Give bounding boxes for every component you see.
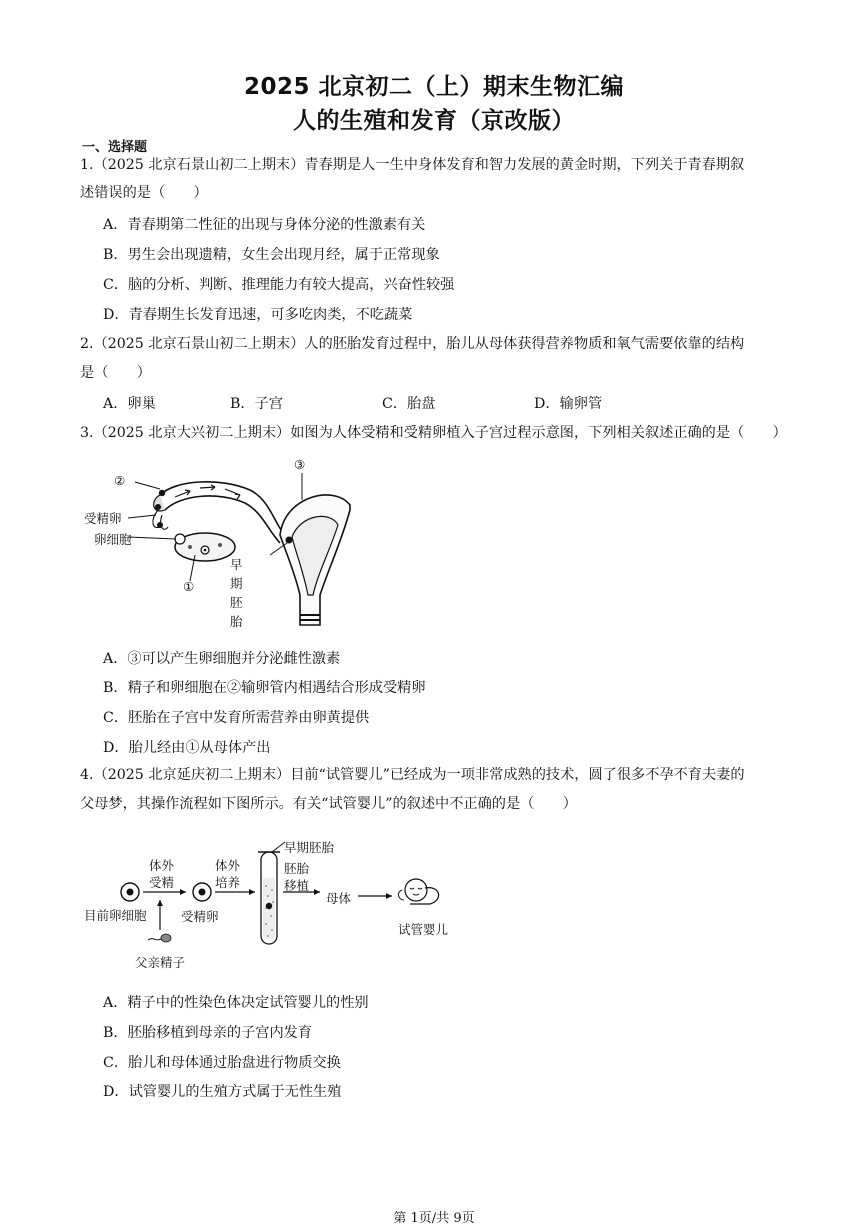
- q4-option-c[interactable]: C．胎儿和母体通过胎盘进行物质交换: [103, 1055, 341, 1071]
- q4-father-sperm: 父亲精子: [135, 955, 186, 970]
- page-title: 2025 北京初二（上）期末生物汇编: [243, 74, 625, 100]
- q2-stem-line2: 是（ ）: [80, 365, 151, 381]
- q1-option-a[interactable]: A．青春期第二性征的出现与身体分泌的性激素有关: [103, 217, 426, 233]
- q3-option-d[interactable]: D．胎儿经由①从母体产出: [103, 740, 271, 756]
- q1-stem-line2: 述错误的是（ ）: [80, 185, 208, 201]
- page-subtitle: 人的生殖和发育（京改版）: [293, 108, 575, 134]
- q3-figure-uterus: [80, 455, 360, 635]
- q4-option-b[interactable]: B．胚胎移植到母亲的子宫内发育: [103, 1025, 313, 1041]
- page-number: 第 1页/共 9页: [393, 1211, 475, 1226]
- q4-figure-ivf-flow: [80, 830, 480, 975]
- q3-label-egg: 卵细胞: [94, 532, 132, 547]
- q3-label-1: ①: [183, 579, 195, 594]
- q3-label-embryo-4: 胎: [230, 614, 243, 629]
- q1-stem-line1: 1.（2025 北京石景山初二上期末）青春期是人一生中身体发育和智力发展的黄金时期，下列关于青春期叙: [80, 157, 745, 173]
- q4-stem-line2: 父母梦，其操作流程如下图所示。有关“试管婴儿”的叙述中不正确的是（ ）: [80, 796, 577, 812]
- q1-option-d[interactable]: D．青春期生长发育迅速，可多吃肉类，不吃蔬菜: [103, 307, 413, 323]
- q3-option-a[interactable]: A．③可以产生卵细胞并分泌雌性激素: [103, 651, 341, 667]
- q4-step2-line1: 体外: [215, 858, 241, 873]
- q3-label-embryo-2: 期: [230, 576, 243, 591]
- q4-step3-line2: 移植: [284, 878, 310, 893]
- q3-option-b[interactable]: B．精子和卵细胞在②输卵管内相遇结合形成受精卵: [103, 680, 426, 696]
- q4-early-embryo: 早期胚胎: [284, 840, 335, 855]
- q4-zygote: 受精卵: [181, 909, 219, 924]
- q2-stem-line1: 2.（2025 北京石景山初二上期末）人的胚胎发育过程中，胎儿从母体获得营养物质和氧气需要依靠的结构: [80, 336, 745, 352]
- q3-label-2: ②: [114, 473, 126, 488]
- q4-mother-egg: 目前卵细胞: [84, 908, 147, 923]
- q3-label-zygote: 受精卵: [84, 511, 122, 526]
- q4-step3-line1: 胚胎: [284, 861, 310, 876]
- q4-step1-line1: 体外: [149, 858, 175, 873]
- q2-option-c[interactable]: C．胎盘: [382, 396, 436, 412]
- q4-step2-line2: 培养: [215, 875, 241, 890]
- q4-option-a[interactable]: A．精子中的性染色体决定试管婴儿的性别: [103, 995, 369, 1011]
- q1-option-c[interactable]: C．脑的分析、判断、推理能力有较大提高，兴奋性较强: [103, 277, 455, 293]
- section-heading: 一、选择题: [82, 140, 148, 155]
- q2-option-d[interactable]: D．输卵管: [534, 396, 603, 412]
- q3-label-embryo-3: 胚: [230, 595, 243, 610]
- q2-option-a[interactable]: A．卵巢: [103, 396, 156, 412]
- q4-stem-line1: 4.（2025 北京延庆初二上期末）目前“试管婴儿”已经成为一项非常成熟的技术，圆了很多不孕不育夫妻的: [80, 767, 745, 783]
- q3-option-c[interactable]: C．胚胎在子宫中发育所需营养由卵黄提供: [103, 710, 370, 726]
- q1-option-b[interactable]: B．男生会出现遗精，女生会出现月经，属于正常现象: [103, 247, 440, 263]
- q4-option-d[interactable]: D．试管婴儿的生殖方式属于无性生殖: [103, 1084, 342, 1100]
- q3-label-embryo-1: 早: [230, 557, 243, 572]
- q4-mother: 母体: [326, 891, 352, 906]
- q3-stem-line1: 3.（2025 北京大兴初二上期末）如图为人体受精和受精卵植入子宫过程示意图，下列相关叙述正确的是（ ）: [80, 425, 787, 441]
- q2-option-b[interactable]: B．子宫: [230, 396, 283, 412]
- q4-step1-line2: 受精: [149, 875, 175, 890]
- q3-label-3: ③: [294, 457, 306, 472]
- q4-baby: 试管婴儿: [398, 922, 449, 937]
